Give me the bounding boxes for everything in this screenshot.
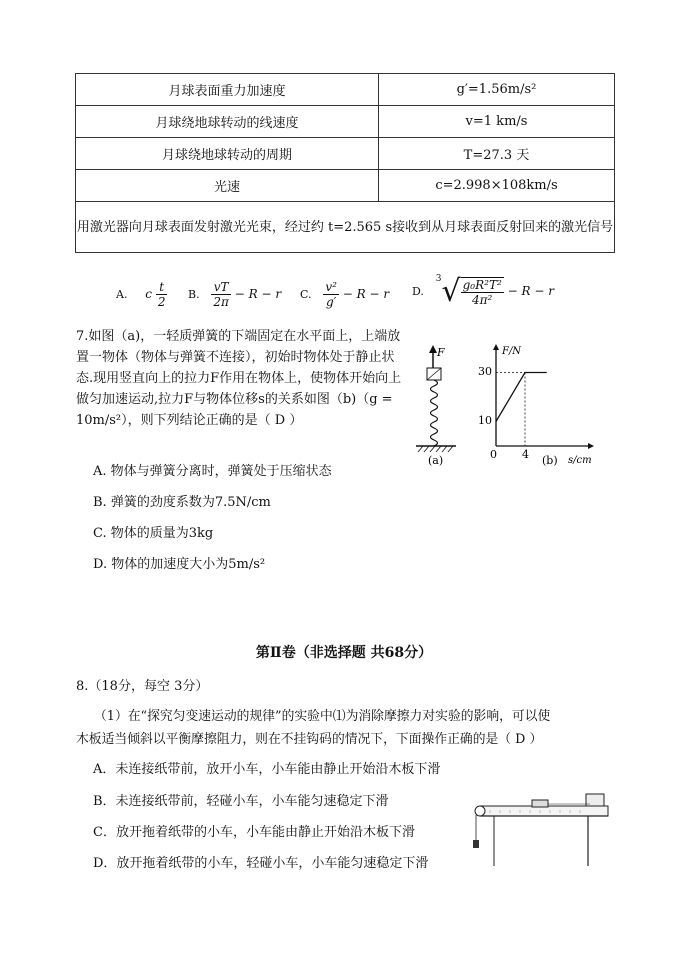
caption-a: (a): [428, 454, 444, 467]
q8-option-a: A．未连接纸带前，放开小车，小车能由静止开始沿木板下滑: [93, 762, 441, 777]
spring: [431, 380, 438, 446]
x-axis-arrow: [588, 443, 594, 449]
radical-sign: √: [441, 274, 461, 309]
series-line: [496, 373, 547, 422]
q7-option-c: C. 物体的质量为3kg: [93, 526, 214, 541]
numerator: t: [156, 280, 168, 295]
y-axis-arrow: [493, 344, 499, 350]
q6-options: [112, 263, 582, 309]
option-label: C.: [300, 288, 312, 301]
formula-term: − R − r: [342, 287, 390, 301]
denominator: g′: [325, 295, 337, 309]
apparatus-figure: [470, 780, 620, 870]
table-cell-value: T=27.3 天: [379, 138, 615, 170]
formula-fraction: [211, 280, 231, 309]
formula-term: − R − r: [507, 284, 554, 298]
root-index: 3: [435, 274, 442, 284]
section-title: 第Ⅱ卷（非选择题 共68分）: [255, 645, 433, 661]
denominator: 2π: [213, 295, 229, 309]
y-axis-label: F/N: [502, 346, 522, 357]
table-row: [76, 202, 615, 253]
option-b: [188, 280, 281, 309]
x-tick-label: 0: [490, 448, 497, 461]
spring-apparatus: [416, 345, 456, 467]
table-row: [76, 106, 615, 138]
formula-term: − R − r: [234, 287, 282, 301]
numerator: v²: [325, 280, 337, 294]
table-cell-value: g′=1.56m/s²: [379, 74, 615, 106]
numerator: vT: [211, 280, 231, 295]
q7-option-a: A. 物体与弹簧分离时，弹簧处于压缩状态: [93, 464, 332, 479]
q8-sub1-line2: 木板适当倾斜以平衡摩擦阻力，则在不挂钩码的情况下，下面操作正确的是（ D ）: [76, 732, 543, 747]
q8-sub1-line1: （1）在“探究匀变速运动的规律”的实验中⑴为消除摩擦力对实验的影响，可以使: [94, 709, 551, 724]
denominator: 4π²: [472, 292, 493, 307]
q8-option-b: B．未连接纸带前，轻碰小车，小车能匀速稳定下滑: [93, 794, 389, 809]
q7-stem: 7.如图（a)，一轻质弹簧的下端固定在水平面上，上端放置一物体（物体与弹簧不连接），初始时物体处于静止状态.现用竖直向上的拉力F作用在物体上，使物体开始向上做匀加速运动,拉力F与物体位移s的关系如图（b)（g = 10m/s²），则下列结论正确的是（ D ）: [76, 329, 402, 428]
formula-term: c: [145, 287, 153, 301]
denominator: 2: [157, 295, 166, 309]
q7-option-b: B. 弹簧的劲度系数为7.5N/cm: [93, 495, 271, 510]
table-cell-value: c=2.998×108km/s: [379, 170, 615, 202]
table-row: [76, 74, 615, 106]
q8-head: 8.（18分，每空 3分）: [76, 679, 209, 694]
x-tick-label: 4: [522, 448, 529, 461]
table-row: [76, 170, 615, 202]
caption-b: (b): [542, 454, 558, 467]
radicand: [461, 277, 504, 307]
table-cell-label: 月球绕地球转动的周期: [76, 138, 379, 170]
formula-fraction: [156, 280, 168, 309]
arrow-head: [429, 345, 437, 353]
y-tick-label: 10: [478, 414, 492, 427]
q8-option-c: C．放开拖着纸带的小车，小车能由静止开始沿木板下滑: [93, 825, 415, 840]
option-label: A.: [116, 288, 128, 301]
option-label: D.: [412, 285, 424, 298]
formula-fraction: [323, 280, 339, 309]
formula-fraction: [461, 278, 504, 307]
figure-7: [410, 340, 606, 470]
y-tick-label: 30: [478, 365, 492, 378]
option-d: [412, 274, 554, 309]
option-label: B.: [188, 288, 200, 301]
ground-hatch: [418, 446, 453, 452]
table-cell-label: 月球绕地球转动的线速度: [76, 106, 379, 138]
f-s-graph: [478, 344, 594, 467]
cart: [532, 800, 548, 807]
option-c: [300, 280, 389, 309]
force-label: F: [437, 346, 445, 359]
q7-option-d: D. 物体的加速度大小为5m/s²: [93, 557, 266, 572]
q8-option-d: D．放开拖着纸带的小车，轻碰小车，小车能匀速稳定下滑: [93, 856, 429, 871]
table-row: [76, 138, 615, 170]
table-cell-label: 月球表面重力加速度: [76, 74, 379, 106]
numerator: g₀R²T²: [462, 277, 502, 292]
pulley: [475, 806, 485, 816]
table-cell-label: 光速: [76, 170, 379, 202]
x-axis-label: s/cm: [568, 455, 592, 466]
table-cell-value: v=1 km/s: [379, 106, 615, 138]
hook: [473, 840, 479, 848]
table-merged-cell: 用激光器向月球表面发射激光光束，经过约 t=2.565 s接收到从月球表面反射回来的激光信号: [76, 202, 615, 253]
option-a: [116, 280, 167, 309]
data-table: [75, 73, 615, 253]
